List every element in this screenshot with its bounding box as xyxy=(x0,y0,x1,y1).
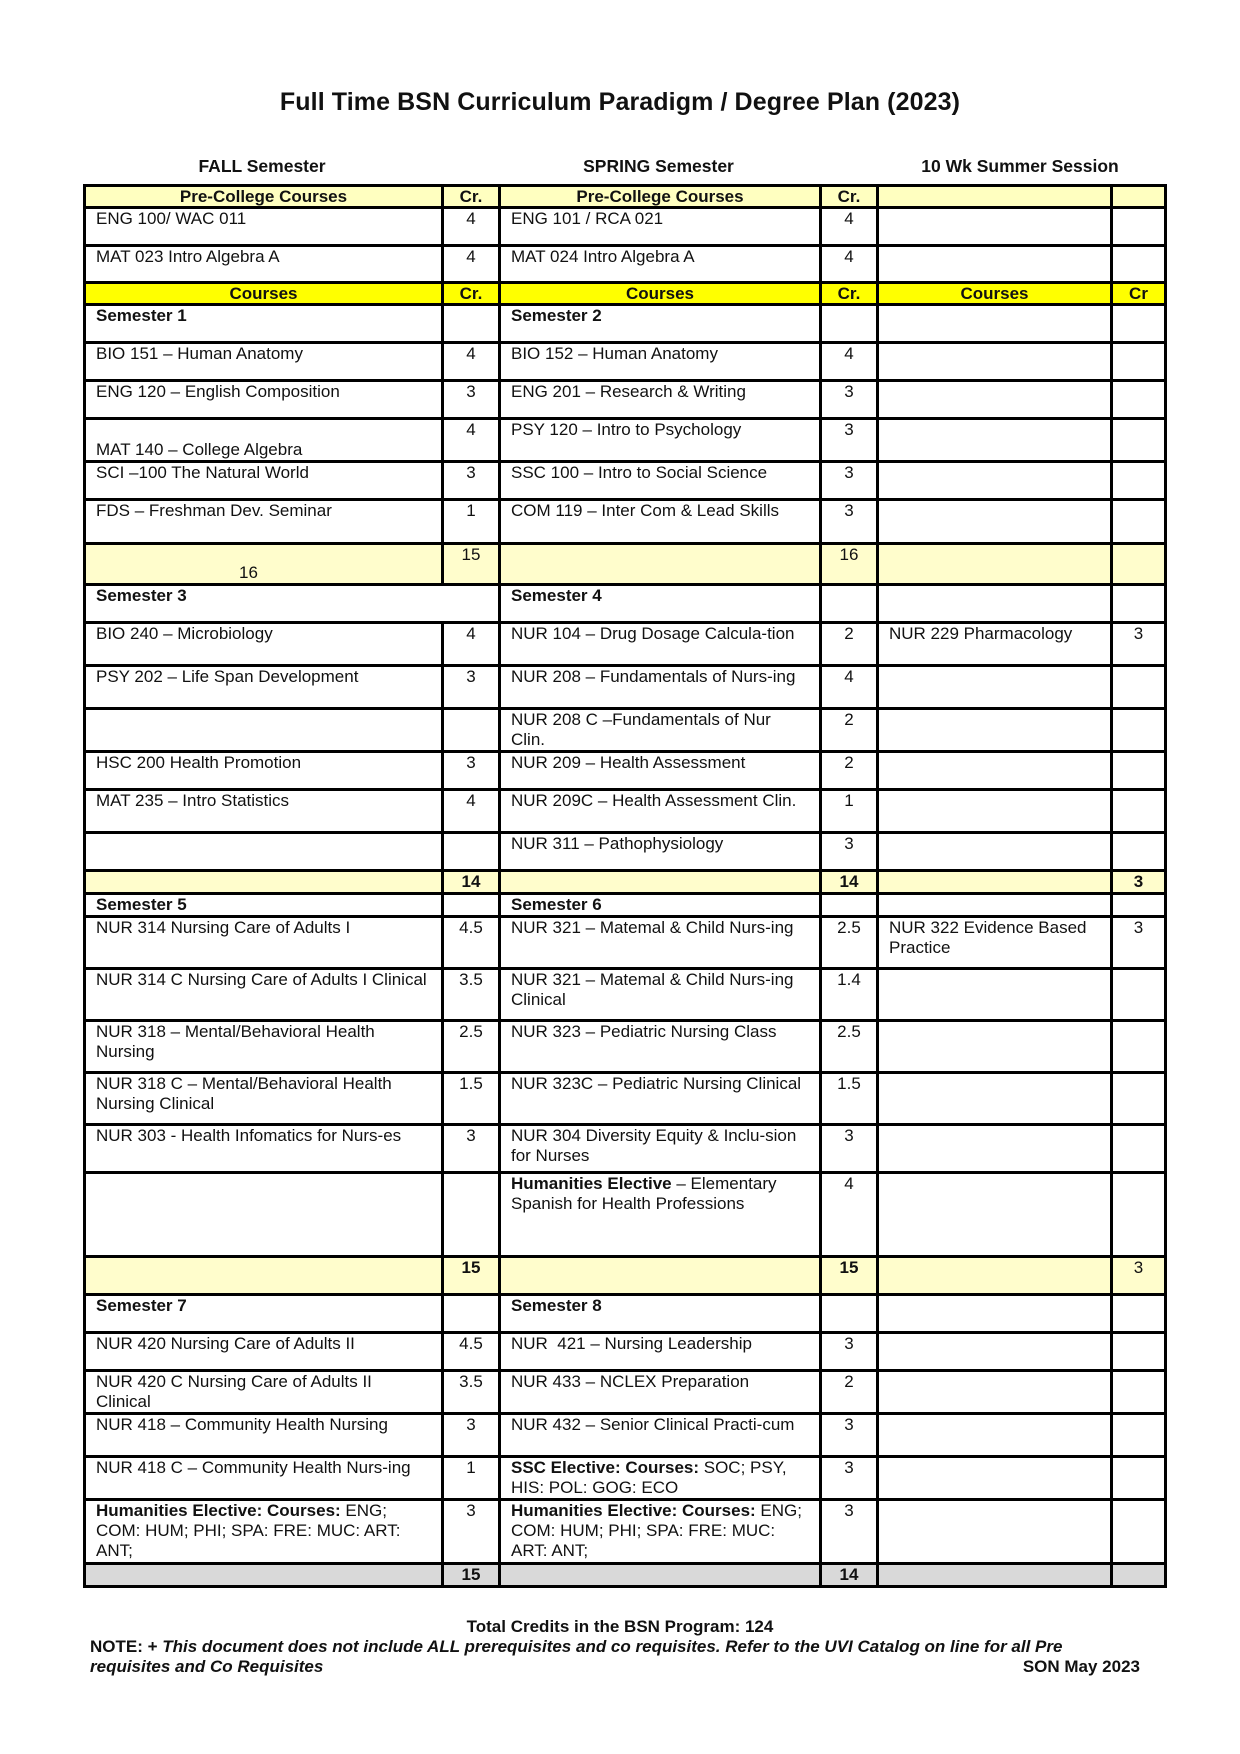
course-cell: NUR 104 – Drug Dosage Calcula-tion xyxy=(500,623,821,666)
table-row xyxy=(85,1500,1166,1564)
credit-cell xyxy=(821,1295,878,1333)
course-cell: MAT 235 – Intro Statistics xyxy=(85,790,443,833)
elective-detail: ENG; COM: HUM; PHI; SPA: FRE: MUC: ART: ANT; xyxy=(511,1501,802,1560)
credit-cell: 4 xyxy=(443,246,500,283)
table-row xyxy=(85,790,1166,833)
credit-total: 3 xyxy=(1112,1257,1166,1295)
semester-total-row xyxy=(85,871,1166,894)
course-cell xyxy=(878,1173,1112,1257)
table-row xyxy=(85,1021,1166,1073)
credit-cell xyxy=(443,1173,500,1257)
credit-cell xyxy=(1112,305,1166,343)
course-cell: SCI –100 The Natural World xyxy=(85,462,443,500)
semester-label: Semester 5 xyxy=(85,894,443,917)
elective-detail: – Elementary Spanish for Health Professions xyxy=(511,1174,777,1213)
credit-cell: 4 xyxy=(443,623,500,666)
course-cell xyxy=(878,752,1112,790)
course-cell xyxy=(878,1371,1112,1414)
credit-cell xyxy=(1112,1371,1166,1414)
table-row xyxy=(85,208,1166,246)
course-cell xyxy=(878,208,1112,246)
credit-cell: 4 xyxy=(443,419,500,462)
credit-total: 15 xyxy=(443,544,500,585)
course-cell: COM 119 – Inter Com & Lead Skills xyxy=(500,500,821,544)
course-cell: NUR 318 – Mental/Behavioral Health Nursing xyxy=(85,1021,443,1073)
header-cell xyxy=(1112,186,1166,208)
course-cell: BIO 152 – Human Anatomy xyxy=(500,343,821,381)
credit-total: 15 xyxy=(443,1564,500,1587)
credit-cell: 4 xyxy=(821,246,878,283)
course-cell: NUR 322 Evidence Based Practice xyxy=(878,917,1112,969)
header-cell: Pre-College Courses xyxy=(500,186,821,208)
table-row xyxy=(85,381,1166,419)
credit-cell: 4.5 xyxy=(443,917,500,969)
credit-cell: 3 xyxy=(443,666,500,709)
course-cell xyxy=(85,1257,443,1295)
semester-label: Semester 3 xyxy=(85,585,500,623)
course-cell xyxy=(878,246,1112,283)
credit-cell xyxy=(443,305,500,343)
course-cell: NUR 418 C – Community Health Nurs-ing xyxy=(85,1457,443,1500)
credit-cell: 3 xyxy=(821,1333,878,1371)
credit-total: 16 xyxy=(821,544,878,585)
course-cell xyxy=(85,1500,443,1564)
elective-label: SSC Elective: Courses: xyxy=(511,1458,700,1477)
semester-label-row xyxy=(85,894,1166,917)
semester-label-row xyxy=(85,585,1166,623)
semester-label: Semester 1 xyxy=(85,305,443,343)
fall-semester-heading: FALL Semester xyxy=(198,156,326,176)
credit-cell xyxy=(1112,833,1166,871)
course-cell: NUR 420 Nursing Care of Adults II xyxy=(85,1333,443,1371)
credit-cell: 3 xyxy=(443,1500,500,1564)
course-cell xyxy=(878,1295,1112,1333)
credit-total: 14 xyxy=(443,871,500,894)
credit-cell: 3 xyxy=(821,833,878,871)
credit-cell: 1 xyxy=(821,790,878,833)
credit-cell: 3 xyxy=(443,462,500,500)
table-row xyxy=(85,969,1166,1021)
note-label: NOTE: + xyxy=(90,1637,163,1656)
credit-cell: 3 xyxy=(821,1414,878,1457)
course-cell: NUR 229 Pharmacology xyxy=(878,623,1112,666)
credit-cell xyxy=(1112,709,1166,752)
course-cell: ENG 100/ WAC 011 xyxy=(85,208,443,246)
course-cell xyxy=(878,1457,1112,1500)
table-row xyxy=(85,1125,1166,1173)
credit-cell: 2.5 xyxy=(443,1021,500,1073)
course-cell: NUR 421 – Nursing Leadership xyxy=(500,1333,821,1371)
course-cell: NUR 209 – Health Assessment xyxy=(500,752,821,790)
credit-cell: 3.5 xyxy=(443,1371,500,1414)
spring-semester-heading: SPRING Semester xyxy=(583,156,734,176)
course-cell: NUR 323C – Pediatric Nursing Clinical xyxy=(500,1073,821,1125)
course-cell: NUR 208 – Fundamentals of Nurs-ing xyxy=(500,666,821,709)
credit-cell: 2 xyxy=(821,1371,878,1414)
header-cell: Pre-College Courses xyxy=(85,186,443,208)
credit-cell: 4 xyxy=(443,790,500,833)
course-cell xyxy=(500,1173,821,1257)
elective-detail: SOC; PSY, HIS: POL: GOG: ECO xyxy=(511,1458,787,1497)
credit-cell xyxy=(1112,1173,1166,1257)
course-cell xyxy=(878,871,1112,894)
credit-cell xyxy=(1112,1414,1166,1457)
course-cell xyxy=(878,1564,1112,1587)
table-row xyxy=(85,623,1166,666)
course-cell xyxy=(878,833,1112,871)
course-cell: BIO 240 – Microbiology xyxy=(85,623,443,666)
course-cell: NUR 433 – NCLEX Preparation xyxy=(500,1371,821,1414)
table-row xyxy=(85,1371,1166,1414)
credit-cell: 3 xyxy=(443,1125,500,1173)
course-cell xyxy=(500,1564,821,1587)
precollege-header-row xyxy=(85,186,1166,208)
credit-cell xyxy=(1112,790,1166,833)
table-row xyxy=(85,246,1166,283)
course-cell xyxy=(878,1500,1112,1564)
header-cell: Cr. xyxy=(443,283,500,305)
header-cell: Cr xyxy=(1112,283,1166,305)
credit-cell xyxy=(1112,500,1166,544)
credit-cell xyxy=(1112,666,1166,709)
credit-cell xyxy=(443,833,500,871)
table-row xyxy=(85,709,1166,752)
credit-cell xyxy=(1112,585,1166,623)
credit-cell: 3 xyxy=(443,752,500,790)
credit-cell: 2 xyxy=(821,709,878,752)
course-cell: BIO 151 – Human Anatomy xyxy=(85,343,443,381)
credit-cell: 4 xyxy=(443,208,500,246)
credit-cell: 1 xyxy=(443,1457,500,1500)
table-row xyxy=(85,343,1166,381)
header-cell: Cr. xyxy=(443,186,500,208)
credit-cell xyxy=(1112,1125,1166,1173)
semester-label: Semester 6 xyxy=(500,894,821,917)
course-cell: MAT 024 Intro Algebra A xyxy=(500,246,821,283)
elective-detail: ENG; COM: HUM; PHI; SPA: FRE: MUC: ART: ANT; xyxy=(96,1501,401,1560)
credit-total xyxy=(1112,544,1166,585)
semester-label: Semester 2 xyxy=(500,305,821,343)
course-cell xyxy=(85,833,443,871)
credit-cell: 3 xyxy=(821,381,878,419)
course-cell: NUR 323 – Pediatric Nursing Class xyxy=(500,1021,821,1073)
credit-cell: 3 xyxy=(1112,917,1166,969)
course-cell: NUR 209C – Health Assessment Clin. xyxy=(500,790,821,833)
semester-total-row xyxy=(85,544,1166,585)
semester-total-row xyxy=(85,1564,1166,1587)
table-row xyxy=(85,1073,1166,1125)
course-cell: PSY 120 – Intro to Psychology xyxy=(500,419,821,462)
credit-cell xyxy=(1112,208,1166,246)
course-cell xyxy=(878,500,1112,544)
course-cell: NUR 208 C –Fundamentals of Nur Clin. xyxy=(500,709,821,752)
course-cell: NUR 314 Nursing Care of Adults I xyxy=(85,917,443,969)
credit-cell xyxy=(1112,246,1166,283)
course-cell xyxy=(878,790,1112,833)
course-cell xyxy=(878,709,1112,752)
course-cell: NUR 432 – Senior Clinical Practi-cum xyxy=(500,1414,821,1457)
degree-plan-table xyxy=(83,184,1167,1588)
course-cell xyxy=(878,419,1112,462)
credit-cell xyxy=(821,305,878,343)
course-cell: NUR 303 - Health Infomatics for Nurs-es xyxy=(85,1125,443,1173)
course-cell: HSC 200 Health Promotion xyxy=(85,752,443,790)
credit-cell: 3.5 xyxy=(443,969,500,1021)
course-cell: NUR 418 – Community Health Nursing xyxy=(85,1414,443,1457)
credit-total: 14 xyxy=(821,1564,878,1587)
credit-cell: 3 xyxy=(443,1414,500,1457)
table-row xyxy=(85,462,1166,500)
header-cell: Courses xyxy=(85,283,443,305)
course-cell xyxy=(500,871,821,894)
course-cell xyxy=(500,544,821,585)
course-cell xyxy=(878,1021,1112,1073)
course-cell: NUR 321 – Matemal & Child Nurs-ing Clinical xyxy=(500,969,821,1021)
credit-cell: 3 xyxy=(443,381,500,419)
course-cell xyxy=(85,709,443,752)
course-cell xyxy=(878,969,1112,1021)
credit-cell: 2 xyxy=(821,623,878,666)
credit-total: 14 xyxy=(821,871,878,894)
credit-cell xyxy=(1112,1295,1166,1333)
credit-cell: 3 xyxy=(821,1457,878,1500)
course-cell xyxy=(878,585,1112,623)
course-cell: MAT 140 – College Algebra xyxy=(85,419,443,462)
total-note: 16 xyxy=(85,544,443,585)
course-cell xyxy=(878,894,1112,917)
header-cell: Cr. xyxy=(821,283,878,305)
semester-label: Semester 7 xyxy=(85,1295,443,1333)
table-row xyxy=(85,419,1166,462)
son-date: SON May 2023 xyxy=(1022,1657,1140,1676)
course-cell xyxy=(878,462,1112,500)
course-cell xyxy=(500,1500,821,1564)
course-cell xyxy=(500,1257,821,1295)
table-row xyxy=(85,1414,1166,1457)
credit-cell: 3 xyxy=(821,419,878,462)
credit-cell xyxy=(1112,1021,1166,1073)
footer-note xyxy=(90,1637,1140,1677)
credit-cell xyxy=(821,894,878,917)
credit-cell: 2.5 xyxy=(821,917,878,969)
table-row xyxy=(85,917,1166,969)
course-cell: NUR 311 – Pathophysiology xyxy=(500,833,821,871)
credit-cell xyxy=(1112,969,1166,1021)
credit-cell: 4 xyxy=(443,343,500,381)
note-text: This document does not include ALL prerequisites and co requisites. Refer to the UVI Catalog on line for all Pre requisites and Co Requisites xyxy=(90,1637,1063,1676)
credit-cell: 2 xyxy=(821,752,878,790)
credit-cell: 4.5 xyxy=(443,1333,500,1371)
credit-total: 15 xyxy=(821,1257,878,1295)
course-cell: NUR 321 – Matemal & Child Nurs-ing xyxy=(500,917,821,969)
credit-cell: 1.5 xyxy=(821,1073,878,1125)
credit-cell: 2.5 xyxy=(821,1021,878,1073)
course-cell: PSY 202 – Life Span Development xyxy=(85,666,443,709)
course-cell xyxy=(878,1073,1112,1125)
semester-total-row xyxy=(85,1257,1166,1295)
semester-label: Semester 8 xyxy=(500,1295,821,1333)
credit-cell: 3 xyxy=(821,500,878,544)
elective-label: Humanities Elective xyxy=(511,1174,672,1193)
credit-cell: 3 xyxy=(821,462,878,500)
table-row xyxy=(85,1173,1166,1257)
credit-cell xyxy=(1112,752,1166,790)
elective-label: Humanities Elective: Courses: xyxy=(96,1501,341,1520)
semester-label-row xyxy=(85,1295,1166,1333)
credit-cell xyxy=(1112,1457,1166,1500)
credit-cell: 3 xyxy=(821,1125,878,1173)
credit-cell xyxy=(821,585,878,623)
credit-cell: 1 xyxy=(443,500,500,544)
course-cell: SSC 100 – Intro to Social Science xyxy=(500,462,821,500)
table-row xyxy=(85,1333,1166,1371)
credit-cell: 4 xyxy=(821,1173,878,1257)
credit-cell xyxy=(1112,381,1166,419)
course-cell xyxy=(878,381,1112,419)
course-cell xyxy=(878,1125,1112,1173)
credit-cell xyxy=(1112,462,1166,500)
credit-total: 3 xyxy=(1112,871,1166,894)
courses-header-row xyxy=(85,283,1166,305)
credit-cell: 4 xyxy=(821,666,878,709)
course-cell: NUR 304 Diversity Equity & Inclu-sion for Nurses xyxy=(500,1125,821,1173)
course-cell: NUR 420 C Nursing Care of Adults II Clinical xyxy=(85,1371,443,1414)
credit-total: 15 xyxy=(443,1257,500,1295)
credit-cell xyxy=(1112,1073,1166,1125)
semester-label-row xyxy=(85,305,1166,343)
course-cell: FDS – Freshman Dev. Seminar xyxy=(85,500,443,544)
credit-cell: 1.4 xyxy=(821,969,878,1021)
credit-cell: 3 xyxy=(1112,623,1166,666)
course-cell xyxy=(500,1457,821,1500)
table-row xyxy=(85,500,1166,544)
course-cell xyxy=(878,305,1112,343)
header-cell xyxy=(878,186,1112,208)
table-row xyxy=(85,666,1166,709)
course-cell xyxy=(878,1333,1112,1371)
course-cell: NUR 314 C Nursing Care of Adults I Clinical xyxy=(85,969,443,1021)
summer-session-heading: 10 Wk Summer Session xyxy=(921,156,1119,176)
credit-cell xyxy=(1112,1333,1166,1371)
course-cell: ENG 101 / RCA 021 xyxy=(500,208,821,246)
semester-label: Semester 4 xyxy=(500,585,821,623)
credit-cell xyxy=(443,894,500,917)
credit-cell xyxy=(443,1295,500,1333)
credit-cell: 3 xyxy=(821,1500,878,1564)
course-cell xyxy=(85,1564,443,1587)
course-cell: ENG 201 – Research & Writing xyxy=(500,381,821,419)
course-cell: NUR 318 C – Mental/Behavioral Health Nursing Clinical xyxy=(85,1073,443,1125)
elective-label: Humanities Elective: Courses: xyxy=(511,1501,756,1520)
table-row xyxy=(85,752,1166,790)
header-cell: Courses xyxy=(878,283,1112,305)
credit-cell xyxy=(1112,1500,1166,1564)
course-cell xyxy=(878,343,1112,381)
course-cell xyxy=(85,871,443,894)
course-cell xyxy=(85,1173,443,1257)
course-cell: MAT 023 Intro Algebra A xyxy=(85,246,443,283)
credit-cell xyxy=(1112,894,1166,917)
header-cell: Cr. xyxy=(821,186,878,208)
table-row xyxy=(85,1457,1166,1500)
course-cell: ENG 120 – English Composition xyxy=(85,381,443,419)
credit-cell: 1.5 xyxy=(443,1073,500,1125)
total-credits: Total Credits in the BSN Program: 124 xyxy=(466,1617,774,1636)
page-title: Full Time BSN Curriculum Paradigm / Degree Plan (2023) xyxy=(279,88,961,116)
credit-cell: 4 xyxy=(821,343,878,381)
credit-cell xyxy=(443,709,500,752)
credit-cell xyxy=(1112,419,1166,462)
credit-cell: 4 xyxy=(821,208,878,246)
credit-total xyxy=(1112,1564,1166,1587)
credit-cell xyxy=(1112,343,1166,381)
header-cell: Courses xyxy=(500,283,821,305)
course-cell xyxy=(878,544,1112,585)
course-cell xyxy=(878,1414,1112,1457)
table-row xyxy=(85,833,1166,871)
course-cell xyxy=(878,666,1112,709)
course-cell xyxy=(878,1257,1112,1295)
